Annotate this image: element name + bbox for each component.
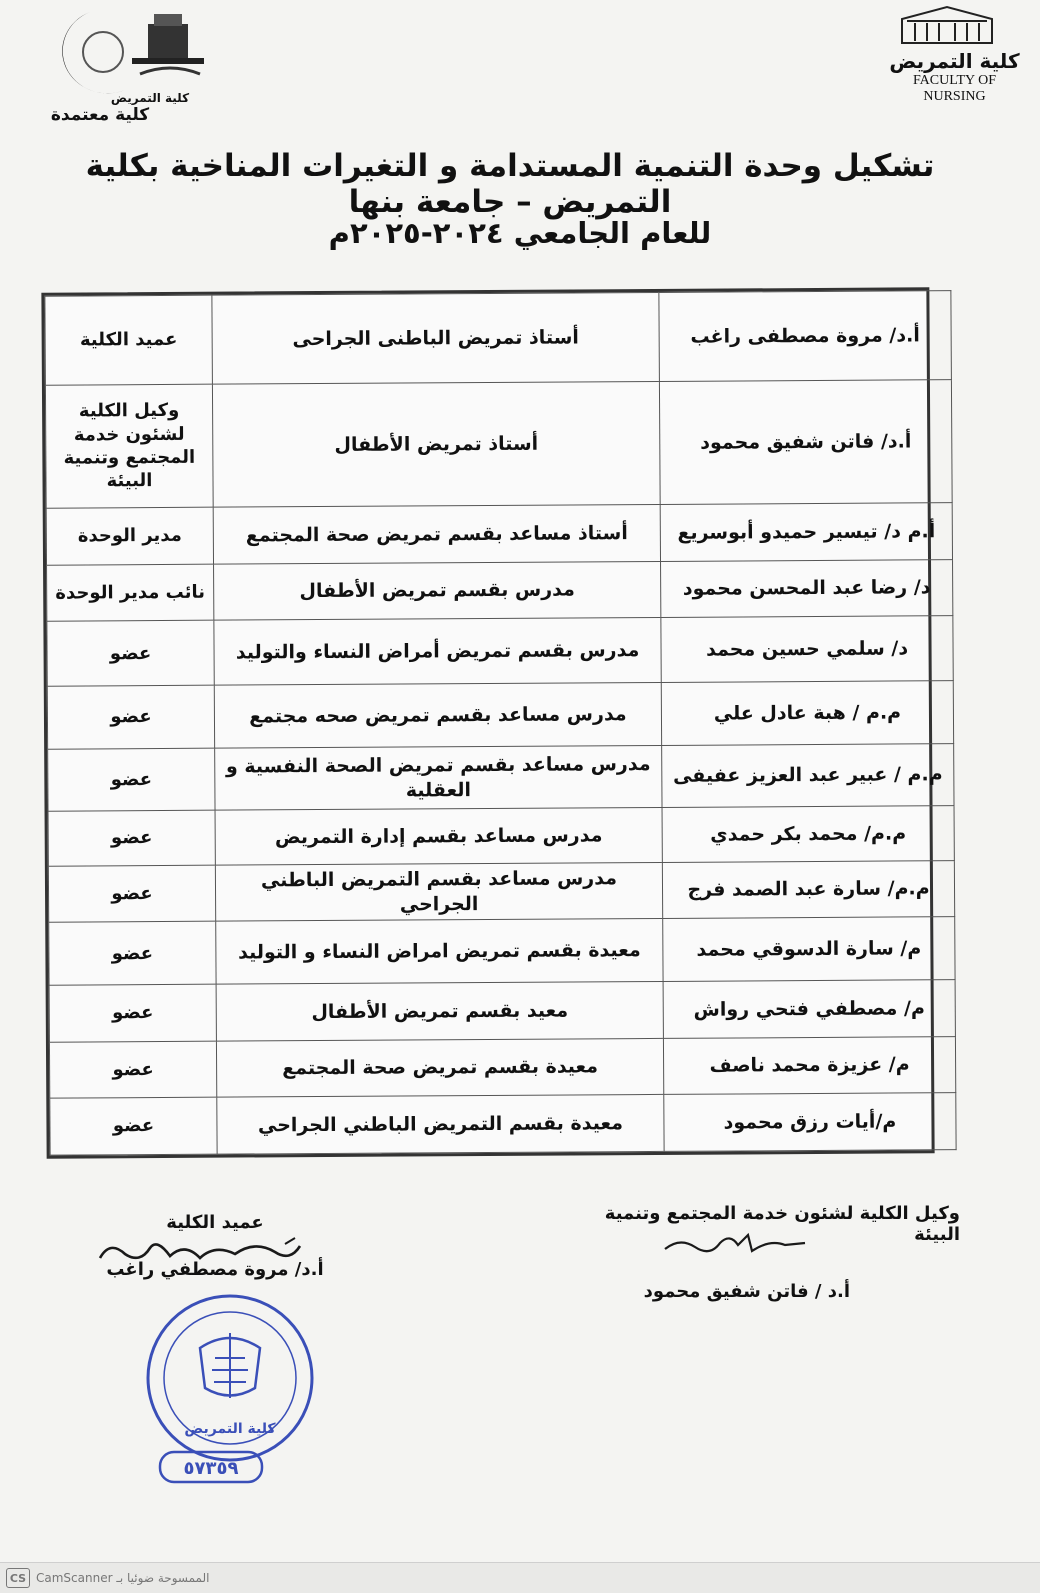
member-position: معيدة بقسم تمريض امراض النساء و التوليد [216,919,663,984]
dean-signature-scribble-icon [95,1234,305,1270]
vice-dean-signature-title: وكيل الكلية لشئون خدمة المجتمع وتنمية البيئة [604,1203,960,1245]
member-role: عضو [47,685,214,749]
scanner-footer-text: الممسوحة ضوئيا بـ CamScanner [36,1571,210,1585]
seal-caption: كلية التمريض [184,1421,276,1437]
member-name: م.م/ سارة عبد الصمد فرج [662,861,954,919]
member-role: وكيل الكلية لشئون خدمة المجتمع وتنمية البيئة [45,384,213,508]
table-row [49,1036,955,1098]
table-row [47,681,953,749]
table-row [45,291,952,385]
member-name: م/أيات رزق محمود [664,1093,956,1151]
member-name: م/ عزيزة محمد ناصف [663,1036,955,1094]
member-position: مدرس بقسم تمريض أمراض النساء والتوليد [214,618,661,685]
member-position: معيد بقسم تمريض الأطفال [216,982,663,1041]
member-position: مدرس مساعد بقسم تمريض الصحة النفسية و العقلية [215,745,662,810]
dean-signature-name: أ.د/ مروة مصطفي راغب [106,1259,324,1280]
member-role: عضو [48,865,215,923]
faculty-accredited-logo [20,2,220,127]
left-logo-caption: كلية التمريض [110,91,190,105]
vice-dean-signature-scribble-icon [660,1229,810,1259]
member-role: مدير الوحدة [46,507,213,565]
right-logo-arabic: كلية التمريض [889,49,1020,73]
table-row [49,980,955,1042]
member-name: م/ مصطفي فتحي رواش [663,980,955,1038]
table-row [47,559,953,621]
member-name: م.م / عبير عبد العزيز عفيفى [662,743,954,807]
table-row [48,861,954,923]
member-name: أ.م د/ تيسير حميدو أبوسريع [660,503,952,561]
member-position: أستاذ تمريض الأطفال [212,381,660,507]
table-row [47,616,953,686]
member-role: عضو [47,621,214,687]
member-name: د/ سلمي حسين محمد [661,616,953,682]
member-name: أ.د/ مروة مصطفى راغب [659,291,952,382]
member-position: مدرس مساعد بقسم إدارة التمريض [215,808,662,865]
serial-number: ٥٧٣٥٩ [183,1458,239,1479]
member-role: عضو [50,1097,217,1155]
dean-signature-block [95,1212,335,1280]
vice-dean-signature-name: أ.د / فاتن شفيق محمود [643,1281,850,1302]
table-row [46,503,952,565]
vice-dean-signature-block [590,1203,960,1302]
member-name: م.م / هبة عادل علي [661,681,953,745]
right-logo-english: FACULTY OF NURSING [912,73,997,104]
crescent-logo-icon [20,2,220,97]
official-seal-icon [140,1288,320,1468]
table-row [50,1093,956,1155]
scanner-footer [0,1562,1040,1593]
member-position: أستاذ تمريض الباطنى الجراحى [212,292,660,384]
member-position: معيدة بقسم تمريض صحة المجتمع [216,1038,663,1097]
table-row [45,380,952,509]
members-table [41,287,943,1158]
member-role: نائب مدير الوحدة [47,564,214,622]
member-position: مدرس مساعد بقسم تمريض صحه مجتمع [214,682,661,747]
member-name: م.م/ محمد بكر حمدي [662,806,954,862]
member-role: عضو [48,811,215,867]
member-role: عضو [49,1041,216,1099]
member-role: عميد الكلية [45,295,213,385]
member-position: معيدة بقسم التمريض الباطني الجراحي [217,1095,664,1154]
member-role: عضو [49,984,216,1042]
serial-stamp [158,1450,264,1484]
document-subtitle: للعام الجامعي ٢٠٢٤-٢٠٢٥م [328,216,712,250]
member-role: عضو [48,748,215,812]
member-name: م/ سارة الدسوقي محمد [663,917,955,981]
document-title: تشكيل وحدة التنمية المستدامة و التغيرات المناخية بكلية التمريض – جامعة بنها [85,148,935,220]
dean-signature-title: عميد الكلية [166,1212,264,1233]
member-position: مدرس بقسم تمريض الأطفال [214,561,661,620]
building-icon [897,5,997,45]
table-row [49,917,955,985]
table-row [48,806,954,866]
faculty-of-nursing-logo [887,5,1022,115]
member-position: أستاذ مساعد بقسم تمريض صحة المجتمع [213,505,660,564]
member-name: أ.د/ فاتن شفيق محمود [659,380,952,505]
left-logo-subcaption: كلية معتمدة [50,105,150,125]
member-name: د/ رضا عبد المحسن محمود [661,559,953,617]
member-position: مدرس مساعد بقسم التمريض الباطني الجراحي [215,862,662,921]
camscanner-logo-icon: CS [6,1568,30,1588]
table-row [48,743,954,811]
member-role: عضو [49,922,216,986]
